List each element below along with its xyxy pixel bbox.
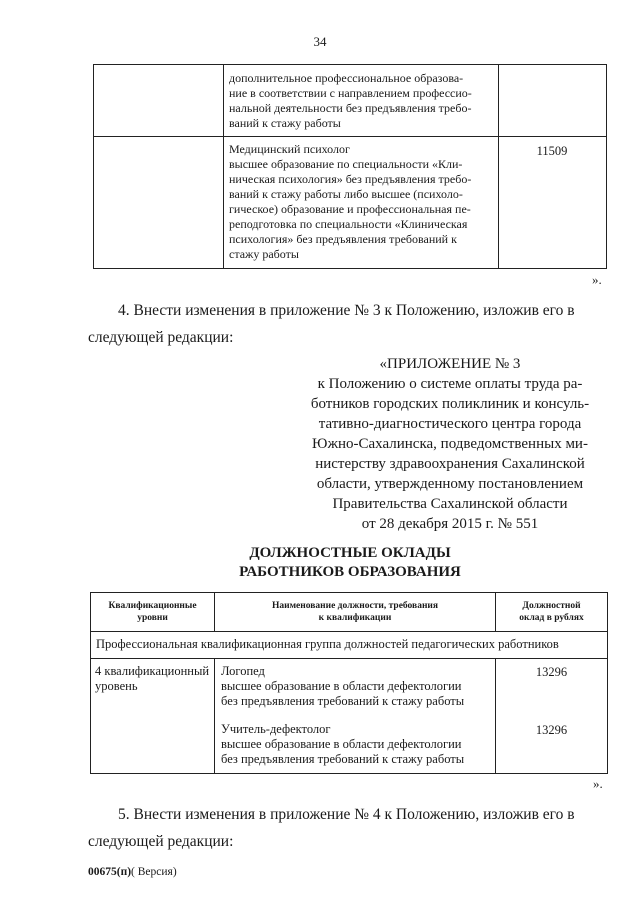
position-title: Учитель-дефектолог <box>221 722 331 736</box>
table-cell-medical-psychologist: Медицинский психолог высшее образование по специальности «Кли- ническая психология» без предъявления требо- ваний к стажу работы либо высшее (психоло- гическое) образование и профессиональная пе- реподготовка по специальности «Клиническая психология» без предъявления требований к стажу работы <box>229 142 497 262</box>
page-number: 34 <box>313 34 327 49</box>
position-title: Медицинский психолог <box>229 142 350 156</box>
group-row: Профессиональная квалификационная группа должностей педагогических работников <box>96 637 559 651</box>
closing-quote: ». <box>593 776 603 791</box>
paragraph-5-line1: 5. Внести изменения в приложение № 4 к Положению, изложив его в <box>118 806 575 823</box>
salary-value: 11509 <box>536 144 568 158</box>
table-row: Учитель-дефектолог высшее образование в области дефектологии без предъявления требований к стажу работы <box>221 722 493 767</box>
document-footer <box>88 866 177 878</box>
paragraph-4-line2: следующей редакции: <box>88 329 234 346</box>
document-version: ( Версия) <box>131 866 177 878</box>
closing-quote: ». <box>592 272 602 287</box>
section-heading: ДОЛЖНОСТНЫЕ ОКЛАДЫ РАБОТНИКОВ ОБРАЗОВАНИЯ <box>239 545 461 580</box>
salary-value: 13296 <box>535 665 568 679</box>
position-title: Логопед <box>221 664 265 678</box>
appendix-header: «ПРИЛОЖЕНИЕ № 3 к Положению о системе оплаты труда ра- ботников городских поликлиник и консуль- тативно-диагностического центра города Южно-Сахалинска, подведомственных ми- нистерству здравоохранения Сахалинской области, утвержденному постановлением Правительства Сахалинской области от 28 декабря 2015 г. № 551 <box>310 356 590 532</box>
column-header-position: Наименование должности, требования к квалификации <box>271 601 439 623</box>
paragraph-4-line1: 4. Внести изменения в приложение № 3 к Положению, изложив его в <box>118 302 575 319</box>
table-row: Логопед высшее образование в области дефектологии без предъявления требований к стажу работы <box>221 664 493 709</box>
column-header-salary: Должностной оклад в рублях <box>519 601 584 623</box>
salary-value: 13296 <box>535 723 568 737</box>
document-code: 00675(п) <box>88 866 132 878</box>
paragraph-5-line2: следующей редакции: <box>88 833 234 850</box>
qualification-level: 4 квалификационный уровень <box>95 664 210 693</box>
column-header-levels: Квалификационные уровни <box>108 601 197 623</box>
table-cell-requirements: дополнительное профессиональное образова- ние в соответствии с направлением профессио- нальной деятельности без предъявления требо- ваний к стажу работы <box>229 71 472 130</box>
